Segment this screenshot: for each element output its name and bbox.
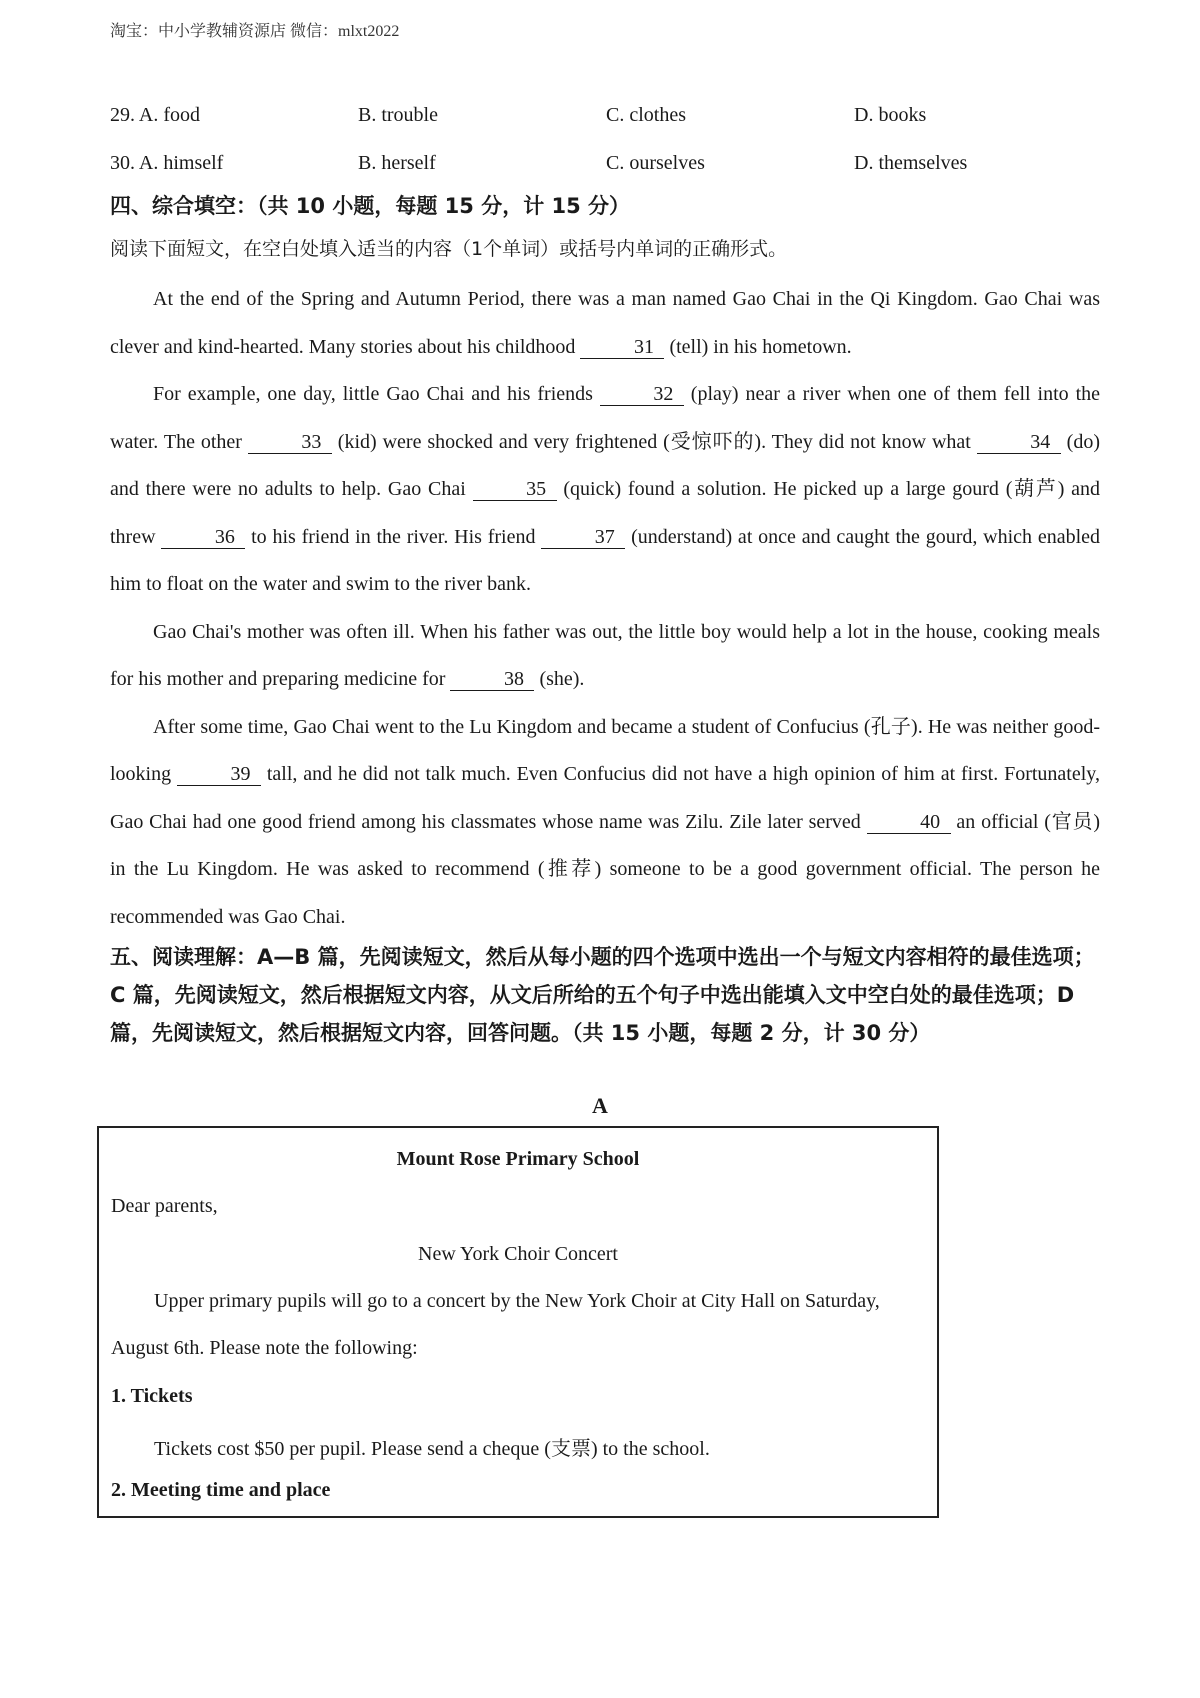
greeting: Dear parents,: [111, 1195, 218, 1217]
blank-38: 38: [450, 668, 534, 691]
school-name: Mount Rose Primary School: [396, 1148, 640, 1170]
section-4-instruction: 阅读下面短文，在空白处填入适当的内容（1个单词）或括号内单词的正确形式。: [110, 238, 788, 260]
question-29-option-d: D. books: [854, 104, 927, 126]
blank-35: 35: [473, 478, 557, 501]
tickets-heading: 1. Tickets: [111, 1385, 193, 1407]
notice-box: [97, 1126, 939, 1518]
tickets-text: Tickets cost $50 per pupil. Please send a cheque (支票) to the school.: [154, 1438, 710, 1460]
question-29-options: [110, 104, 1090, 134]
passage-paragraph-1: At the end of the Spring and Autumn Period, there was a man named Gao Chai in the Qi Kingdom. Gao Chai was clever and kind-hearted. Many stories about his childhood 31 (tell) in his hometown.: [110, 288, 1100, 358]
section-5-title: 五、阅读理解：A—B 篇，先阅读短文，然后从每小题的四个选项中选出一个与短文内容相符的最佳选项；C 篇，先阅读短文，然后根据短文内容，从文后所给的五个句子中选出能填入文中空白处的最佳选项；D 篇，先阅读短文，然后根据短文内容，回答问题。（共 15 小题，每题 2 分，计 30 分）: [110, 945, 1095, 1045]
blank-39: 39: [177, 763, 261, 786]
blank-40: 40: [867, 811, 951, 834]
article-a-label: A: [592, 1093, 608, 1118]
passage-paragraph-3: Gao Chai's mother was often ill. When his father was out, the little boy would help a lot in the house, cooking meals for his mother and preparing medicine for 38 (she).: [110, 620, 1100, 690]
question-30-option-a: 30. A. himself: [110, 152, 224, 174]
question-30-options: [110, 152, 1090, 182]
question-30-option-d: D. themselves: [854, 152, 968, 174]
notice-intro-line-2: August 6th. Please note the following:: [111, 1337, 418, 1359]
question-29-option-c: C. clothes: [606, 104, 686, 126]
event-title: New York Choir Concert: [418, 1243, 618, 1265]
blank-37: 37: [541, 526, 625, 549]
passage-paragraph-4: After some time, Gao Chai went to the Lu Kingdom and became a student of Confucius (孔子). He was neither good-looking 39 tall, and he did not talk much. Even Confucius did not have a high opinion of him at first. Fortunately, Gao Chai had one good friend among his classmates whose name was Zilu. Zile later served 40 an official (官员) in the Lu Kingdom. He was asked to recommend (推荐) someone to be a good government official. The person he recommended was Gao Chai.: [110, 715, 1100, 928]
blank-36: 36: [161, 526, 245, 549]
cloze-passage: [110, 276, 1100, 941]
question-29-option-a: 29. A. food: [110, 104, 200, 126]
notice-intro-line-1: Upper primary pupils will go to a concert by the New York Choir at City Hall on Saturday,: [154, 1290, 880, 1312]
question-29-option-b: B. trouble: [358, 104, 438, 126]
blank-31: 31: [580, 336, 664, 359]
blank-34: 34: [977, 431, 1061, 454]
passage-paragraph-2: For example, one day, little Gao Chai and his friends 32 (play) near a river when one of them fell into the water. The other 33 (kid) were shocked and very frightened (受惊吓的). They did not know what 34 (do) and there were no adults to help. Gao Chai 35 (quick) found a solution. He picked up a large gourd (葫芦) and threw 36 to his friend in the river. His friend 37 (understand) at once and caught the gourd, which enabled him to float on the water and swim to the river bank.: [110, 383, 1101, 595]
question-30-option-c: C. ourselves: [606, 152, 705, 174]
blank-33: 33: [248, 431, 332, 454]
page-header-watermark: 淘宝：中小学教辅资源店 微信：mlxt2022: [110, 23, 400, 40]
meeting-heading: 2. Meeting time and place: [111, 1479, 331, 1501]
section-4-title: 四、综合填空：（共 10 小题，每题 15 分，计 15 分）: [110, 194, 631, 218]
blank-32: 32: [600, 383, 684, 406]
question-30-option-b: B. herself: [358, 152, 436, 174]
